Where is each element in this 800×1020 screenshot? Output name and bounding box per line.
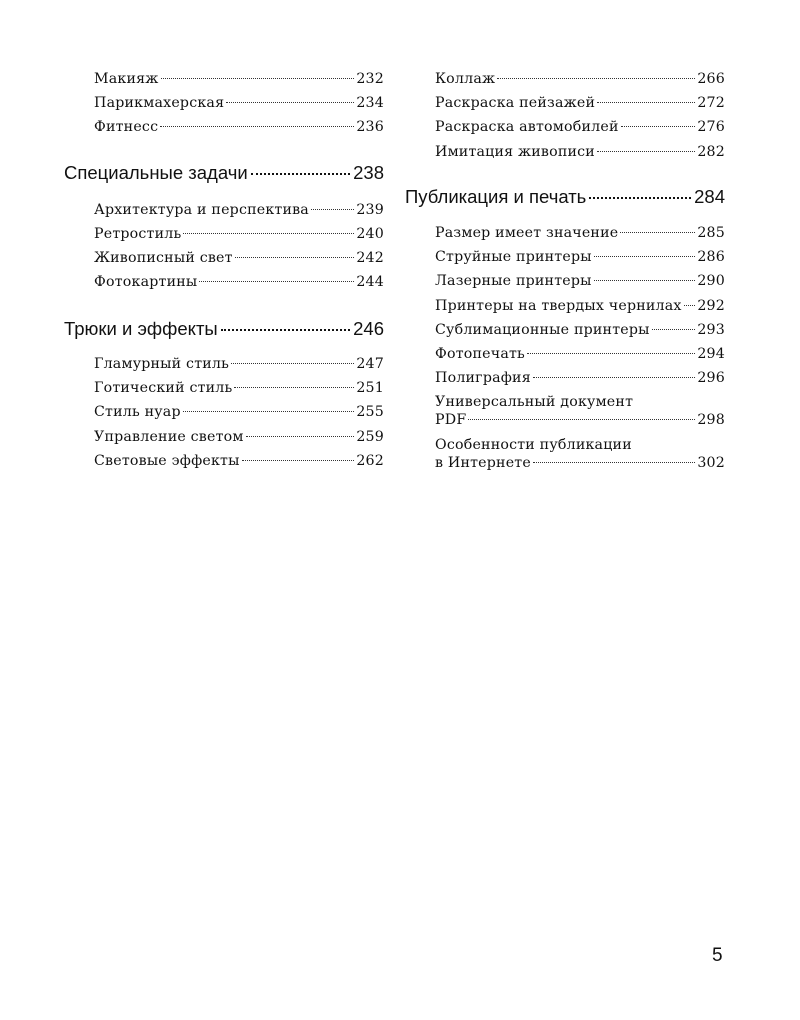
- toc-item-title-line2: в Интернете: [435, 455, 531, 471]
- toc-item-page: 298: [697, 412, 725, 428]
- toc-item-page: 266: [697, 71, 725, 87]
- leader-dots: [652, 329, 696, 330]
- toc-item[interactable]: [435, 294, 725, 318]
- toc-item-page: 242: [356, 250, 384, 266]
- toc-section-heading[interactable]: [64, 316, 384, 342]
- toc-item-title: Коллаж: [435, 71, 496, 87]
- toc-item[interactable]: [94, 270, 384, 294]
- toc-item-page: 232: [356, 71, 384, 87]
- toc-item[interactable]: [435, 67, 725, 91]
- toc-item-page: 293: [697, 322, 725, 338]
- leader-dots: [251, 173, 350, 175]
- toc-item-title: Лазерные принтеры: [435, 273, 592, 289]
- toc-item-title-line1: Особенности публикации: [435, 437, 632, 453]
- toc-item[interactable]: [94, 425, 384, 449]
- toc-item[interactable]: [435, 269, 725, 293]
- leader-dots: [183, 411, 355, 412]
- toc-item[interactable]: [94, 115, 384, 139]
- leader-dots: [468, 419, 695, 420]
- toc-item-page: 294: [697, 346, 725, 362]
- leader-dots: [533, 377, 695, 378]
- toc-item-page: 296: [697, 370, 725, 386]
- toc-item-multiline[interactable]: [435, 436, 725, 472]
- leader-dots: [533, 462, 695, 463]
- toc-item-page: 236: [356, 119, 384, 135]
- toc-section-title: Трюки и эффекты: [64, 318, 218, 339]
- toc-item[interactable]: [94, 400, 384, 424]
- leader-dots: [594, 280, 696, 281]
- leader-dots: [234, 387, 354, 388]
- toc-item[interactable]: [94, 449, 384, 473]
- toc-item-title: Принтеры на твердых чернилах: [435, 298, 682, 314]
- leader-dots: [621, 126, 696, 127]
- leader-dots: [183, 233, 354, 234]
- toc-item-page: 290: [697, 273, 725, 289]
- toc-item-page: 286: [697, 249, 725, 265]
- toc-item-multiline[interactable]: [435, 393, 725, 429]
- toc-section-heading[interactable]: [405, 184, 725, 210]
- toc-item[interactable]: [94, 352, 384, 376]
- leader-dots: [594, 256, 696, 257]
- leader-dots: [527, 353, 695, 354]
- leader-dots: [246, 436, 355, 437]
- toc-item-title: Фотопечать: [435, 346, 525, 362]
- toc-item-title: Управление светом: [94, 429, 244, 445]
- leader-dots: [242, 460, 355, 461]
- toc-section-page: 238: [353, 162, 384, 183]
- toc-item-page: 259: [356, 429, 384, 445]
- toc-item[interactable]: [94, 198, 384, 222]
- toc-item-page: 272: [697, 95, 725, 111]
- toc-item-title: Стиль нуар: [94, 404, 181, 420]
- toc-item-page: 247: [356, 356, 384, 372]
- toc-item[interactable]: [94, 222, 384, 246]
- toc-item[interactable]: [435, 115, 725, 139]
- toc-item-title: Световые эффекты: [94, 453, 240, 469]
- toc-item-title: Размер имеет значение: [435, 225, 619, 241]
- toc-item-title: Ретростиль: [94, 226, 182, 242]
- toc-item-title: Парикмахерская: [94, 95, 225, 111]
- toc-item[interactable]: [94, 91, 384, 115]
- leader-dots: [161, 78, 355, 79]
- toc-item-title-line1: Универсальный документ: [435, 394, 634, 410]
- toc-item-title: Архитектура и перспектива: [94, 202, 309, 218]
- toc-item-page: 282: [697, 144, 725, 160]
- toc-item-page: 234: [356, 95, 384, 111]
- leader-dots: [497, 78, 695, 79]
- leader-dots: [199, 281, 354, 282]
- toc-item[interactable]: [94, 376, 384, 400]
- leader-dots: [235, 257, 355, 258]
- toc-item[interactable]: [94, 67, 384, 91]
- toc-section-title: Специальные задачи: [64, 162, 248, 183]
- toc-item-page: 285: [697, 225, 725, 241]
- page-number: 5: [712, 945, 723, 966]
- toc-section-page: 246: [353, 318, 384, 339]
- toc-item-title: Готический стиль: [94, 380, 233, 396]
- toc-item[interactable]: [435, 245, 725, 269]
- toc-item-title-line2: PDF: [435, 412, 467, 428]
- toc-item-title: Раскраска пейзажей: [435, 95, 596, 111]
- toc-item[interactable]: [435, 342, 725, 366]
- toc-item-title: Сублимационные принтеры: [435, 322, 650, 338]
- toc-item-title: Живописный свет: [94, 250, 233, 266]
- leader-dots: [597, 151, 695, 152]
- toc-item[interactable]: [435, 140, 725, 164]
- leader-dots: [620, 232, 695, 233]
- leader-dots: [160, 126, 354, 127]
- toc-item-title: Фитнесс: [94, 119, 159, 135]
- toc-item-title: Струйные принтеры: [435, 249, 592, 265]
- toc-item[interactable]: [435, 366, 725, 390]
- leader-dots: [684, 305, 696, 306]
- toc-item-title: Фотокартины: [94, 274, 198, 290]
- toc-item-page: 244: [356, 274, 384, 290]
- toc-item-title: Раскраска автомобилей: [435, 119, 619, 135]
- toc-item[interactable]: [435, 221, 725, 245]
- toc-item-title: Гламурный стиль: [94, 356, 230, 372]
- leader-dots: [226, 102, 354, 103]
- toc-item[interactable]: [435, 91, 725, 115]
- toc-item-page: 251: [356, 380, 384, 396]
- toc-item-page: 302: [697, 455, 725, 471]
- leader-dots: [311, 209, 354, 210]
- toc-item[interactable]: [94, 246, 384, 270]
- leader-dots: [597, 102, 695, 103]
- leader-dots: [221, 329, 350, 331]
- toc-section-title: Публикация и печать: [405, 186, 587, 207]
- leader-dots: [589, 197, 691, 199]
- toc-item-page: 240: [356, 226, 384, 242]
- toc-item-title: Макияж: [94, 71, 159, 87]
- toc-item-page: 292: [697, 298, 725, 314]
- leader-dots: [231, 363, 354, 364]
- toc-item-page: 239: [356, 202, 384, 218]
- toc-item-title: Полиграфия: [435, 370, 531, 386]
- toc-item-page: 262: [356, 453, 384, 469]
- toc-item-page: 255: [356, 404, 384, 420]
- toc-item[interactable]: [435, 318, 725, 342]
- toc-item-title: Имитация живописи: [435, 144, 595, 160]
- toc-item-page: 276: [697, 119, 725, 135]
- toc-section-heading[interactable]: [64, 160, 384, 186]
- toc-section-page: 284: [694, 186, 725, 207]
